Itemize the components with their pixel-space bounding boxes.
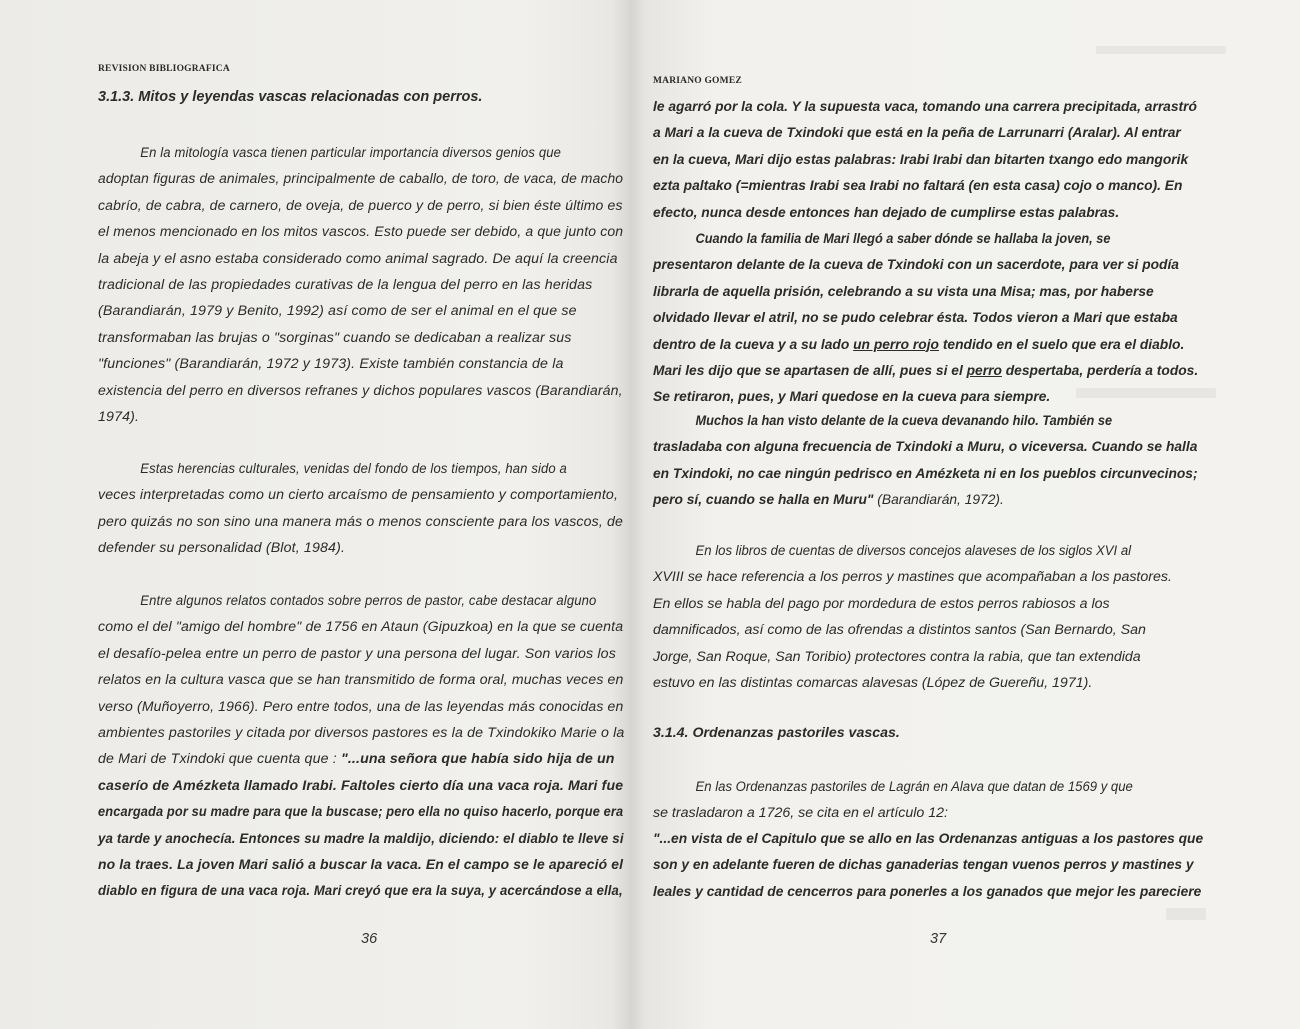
text-line: el desafío-pelea entre un perro de pastor y una persona del lugar. Son varios los xyxy=(98,645,616,662)
text-line: trasladaba con alguna frecuencia de Txindoki a Muru, o viceversa. Cuando se halla xyxy=(653,439,1198,455)
text-line: encargada por su madre para que la buscase; pero ella no quiso hacerlo, porque era xyxy=(98,804,624,821)
text-line: "...en vista de el Capitulo que se allo en las Ordenanzas antiguas a los pastores que xyxy=(653,831,1204,846)
text-line: En ellos se habla del pago por mordedura de estos perros rabiosos a los xyxy=(653,595,1110,612)
text-line: olvidado llevar el atril, no se pudo celebrar ésta. Todos vieron a Mari que estaba xyxy=(653,310,1178,326)
right-paragraph-2 xyxy=(653,226,1223,411)
text-line: leales y cantidad de cencerros para ponerles a los ganados que mejor les pareciere xyxy=(653,883,1202,899)
text-line xyxy=(98,746,623,772)
text-line: (Barandiarán, 1979 y Benito, 1992) así como de ser el animal en el que se xyxy=(98,303,577,320)
section-heading-3-1-4: 3.1.4. Ordenanzas pastoriles vascas. xyxy=(653,725,900,741)
section-heading-3-1-3: 3.1.3. Mitos y leyendas vascas relacionadas con perros. xyxy=(98,89,483,105)
text-line: ezta paltako (=mientras Irabi sea Irabi no faltará (en esta casa) cojo o manco). En xyxy=(653,178,1183,194)
text-span: despertaba, perdería a todos. xyxy=(1001,362,1199,378)
text-line: Muchos la han visto delante de la cueva devanando hilo. También se xyxy=(695,413,1113,428)
text-line: En las Ordenanzas pastoriles de Lagrán en Alava que datan de 1569 y que xyxy=(695,779,1133,795)
text-line: Entre algunos relatos contados sobre perros de pastor, cabe destacar alguno xyxy=(140,593,597,609)
running-head-left: REVISION BIBLIOGRAFICA xyxy=(98,64,230,74)
text-line: 1974). xyxy=(98,408,140,425)
show-through-mark xyxy=(1166,908,1206,920)
text-line xyxy=(653,332,1223,358)
ordinance-quote xyxy=(653,826,1223,905)
text-line: pero quizás no son sino una manera más o menos consciente para los vascos, de xyxy=(98,513,623,530)
right-paragraph-3 xyxy=(653,408,1223,514)
text-line: efecto, nunca desde entonces han dejado de cumplirse estas palabras. xyxy=(653,204,1120,220)
text-line: diablo en figura de una vaca roja. Mari creyó que era la suya, y acercándose a ella, xyxy=(98,883,623,900)
underlined-word: perro xyxy=(966,362,1002,378)
text-span: de Mari de Txindoki que cuenta que : xyxy=(98,751,341,768)
legend-quote-start: "...una señora que había sido hija de un xyxy=(340,751,615,768)
text-line: no la traes. La joven Mari salió a buscar la vaca. En el campo se le apareció el xyxy=(98,856,624,873)
underlined-phrase: un perro rojo xyxy=(853,336,939,352)
text-line: verso (Muñoyerro, 1966). Pero entre todos, una de las leyendas más conocidas en xyxy=(98,698,624,715)
page-number-right: 37 xyxy=(930,931,947,947)
text-line: caserío de Amézketa llamado Irabi. Faltoles cierto día una vaca roja. Mari fue xyxy=(98,777,624,794)
text-line: presentaron delante de la cueva de Txindoki con un sacerdote, para ver si podía xyxy=(653,257,1179,273)
text-line: en la cueva, Mari dijo estas palabras: Irabi Irabi dan bitarten txango edo mangorik xyxy=(653,151,1189,167)
text-line: en Txindoki, no cae ningún pedrisco en Amézketa ni en los pueblos circunvecinos; xyxy=(653,465,1198,481)
text-line: veces interpretadas como un cierto arcaísmo de pensamiento y comportamiento, xyxy=(98,487,619,504)
left-page xyxy=(0,0,640,1029)
left-paragraph-1 xyxy=(98,140,623,430)
text-line: como el del "amigo del hombre" de 1756 en Ataun (Gipuzkoa) en la que se cuenta xyxy=(98,619,624,636)
right-page xyxy=(646,0,1300,1029)
text-line: transformaban las brujas o "sorginas" cuando se dedicaban a realizar sus xyxy=(98,329,572,346)
text-line xyxy=(653,487,1223,513)
text-line: defender su personalidad (Blot, 1984). xyxy=(98,540,346,557)
text-span: tendido en el suelo que era el diablo. xyxy=(938,336,1185,352)
text-line: Se retiraron, pues, y Mari quedose en la cueva para siempre. xyxy=(653,389,1051,405)
text-line: librarla de aquella prisión, celebrando a su vista una Misa; mas, por haberse xyxy=(653,283,1154,299)
show-through-mark xyxy=(1096,46,1226,54)
text-span: dentro de la cueva y a su lado xyxy=(653,336,854,352)
text-line: ya tarde y anochecía. Entonces su madre la maldijo, diciendo: el diablo te lleve si xyxy=(98,830,624,847)
right-paragraph-4 xyxy=(653,538,1223,696)
right-paragraph-5 xyxy=(653,774,1223,827)
text-line: En los libros de cuentas de diversos concejos alaveses de los siglos XVI al xyxy=(695,543,1132,559)
text-line: el menos mencionado en los mitos vascos. Esto puede ser debido, a que junto con xyxy=(98,224,624,241)
text-line: ambientes pastoriles y citada por diversos pastores es la de Txindokiko Marie o la xyxy=(98,724,625,741)
text-line: adoptan figuras de animales, principalmente de caballo, de toro, de vaca, de macho xyxy=(98,171,624,188)
text-span: pero sí, cuando se halla en Muru" xyxy=(653,492,874,508)
left-paragraph-3 xyxy=(98,588,623,905)
left-paragraph-2 xyxy=(98,456,623,562)
text-line xyxy=(653,358,1223,384)
text-line: Estas herencias culturales, venidas del fondo de los tiempos, han sido a xyxy=(140,461,567,477)
running-head-right: MARIANO GOMEZ xyxy=(653,76,742,86)
text-line: Jorge, San Roque, San Toribio) protectores contra la rabia, que tan extendida xyxy=(653,648,1141,665)
text-line: relatos en la cultura vasca que se han transmitido de forma oral, muchas veces en xyxy=(98,672,624,689)
text-line: a Mari a la cueva de Txindoki que está en la peña de Larrunarri (Aralar). Al entrar xyxy=(653,125,1181,141)
text-line: se trasladaron a 1726, se cita en el artículo 12: xyxy=(653,805,948,822)
text-span: Mari les dijo que se apartasen de allí, pues si el xyxy=(653,362,967,378)
text-line: tradicional de las propiedades curativas de la lengua del perro en las heridas xyxy=(98,276,593,293)
text-line: existencia del perro en diversos refranes y dichos populares vascos (Barandiarán, xyxy=(98,382,623,399)
text-line: damnificados, así como de las ofrendas a distintos santos (San Bernardo, San xyxy=(653,622,1146,639)
right-paragraph-1 xyxy=(653,94,1223,226)
text-line: Cuando la familia de Mari llegó a saber dónde se hallaba la joven, se xyxy=(695,231,1111,246)
text-line: cabrío, de cabra, de carnero, de oveja, de puerco y de perro, si bien éste último es xyxy=(98,197,623,214)
text-line: le agarró por la cola. Y la supuesta vaca, tomando una carrera precipitada, arrastró xyxy=(653,99,1197,114)
text-line: En la mitología vasca tienen particular importancia diversos genios que xyxy=(140,145,562,161)
page-number-left: 36 xyxy=(361,931,378,947)
text-line: XVIII se hace referencia a los perros y mastines que acompañaban a los pastores. xyxy=(653,569,1172,586)
text-line: estuvo en las distintas comarcas alavesas (López de Guereñu, 1971). xyxy=(653,674,1093,691)
citation: (Barandiarán, 1972). xyxy=(873,492,1004,508)
text-line: son y en adelante fueren de dichas ganaderias tengan vuenos perros y mastines y xyxy=(653,857,1194,873)
text-line: la abeja y el asno estaba considerado como animal sagrado. De aquí la creencia xyxy=(98,250,618,267)
text-line: "funciones" (Barandiarán, 1972 y 1973). Existe también constancia de la xyxy=(98,356,564,373)
